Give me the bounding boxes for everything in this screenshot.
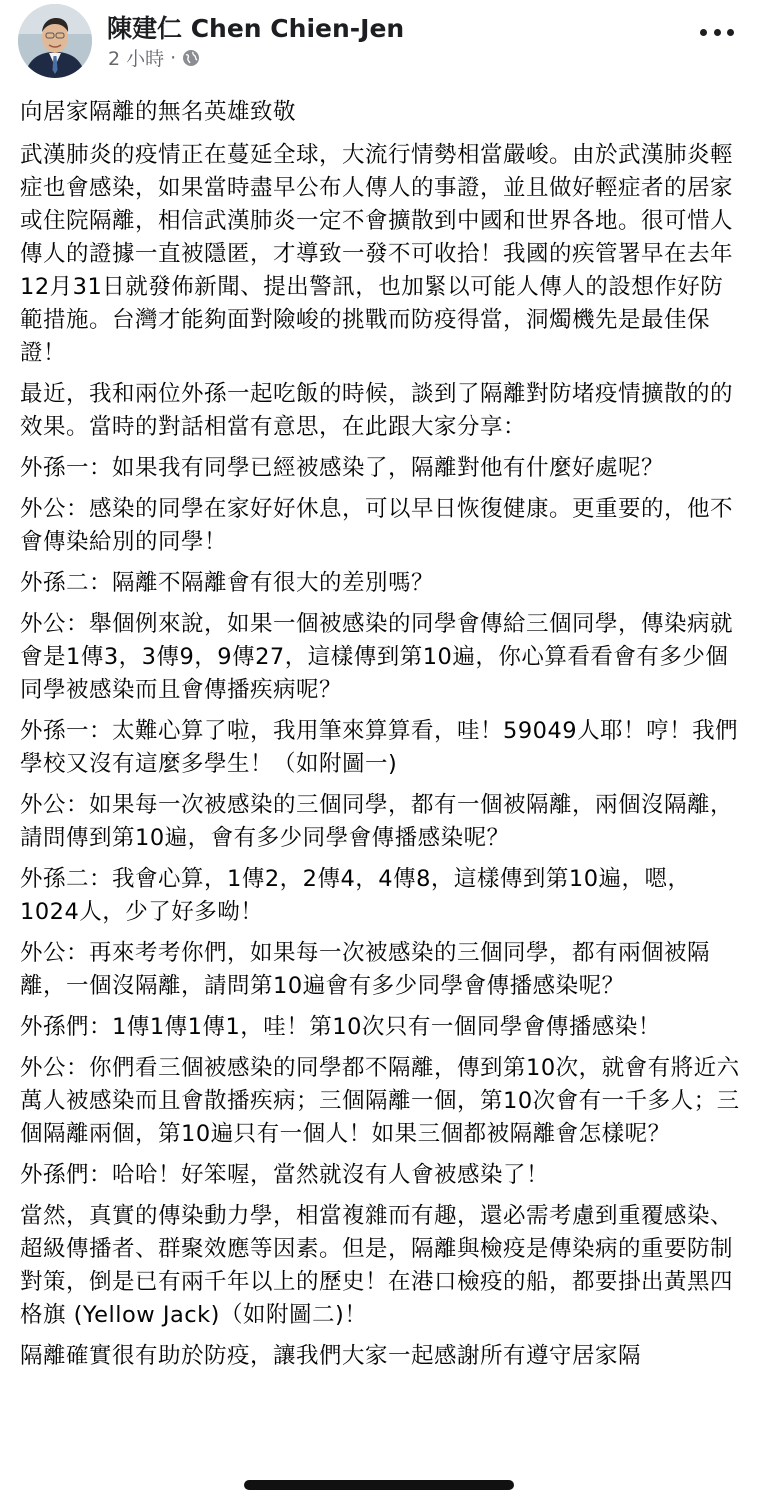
globe-icon (182, 49, 200, 67)
more-options-icon[interactable] (700, 22, 734, 42)
post-paragraph: 外孫一：太難心算了啦，我用筆來算算看，哇！59049人耶！哼！我們學校又沒有這麼多學生！（如附圖一) (20, 718, 739, 777)
post-header (0, 0, 758, 86)
home-indicator[interactable] (244, 1480, 514, 1490)
post-paragraph: 武漢肺炎的疫情正在蔓延全球，大流行情勢相當嚴峻。由於武漢肺炎輕症也會感染，如果當時盡早公布人傳人的事證，並且做好輕症者的居家或住院隔離，相信武漢肺炎一定不會擴散到中國和世界各地。很可惜人傳人的證據一直被隱匿，才導致一發不可收拾！我國的疾管署早在去年12月31日就發佈新聞、提出警訊，也加緊以可能人傳人的設想作好防範措施。台灣才能夠面對險峻的挑戰而防疫得當，洞燭機先是最佳保證！ (20, 142, 734, 366)
more-dot (727, 29, 734, 36)
post-meta (108, 44, 200, 71)
post-title: 向居家隔離的無名英雄致敬 (20, 99, 297, 125)
more-dot (700, 29, 707, 36)
post-paragraph: 外公：舉個例來說，如果一個被感染的同學會傳給三個同學，傳染病就會是1傳3，3傳9，9傳27，這樣傳到第10遍，你心算看看會有多少個同學被感染而且會傳播疾病呢？ (20, 611, 734, 703)
post-paragraph: 外公：再來考考你們，如果每一次被感染的三個同學，都有兩個被隔離，一個沒隔離，請問第10遍會有多少同學會傳播感染呢？ (20, 940, 711, 999)
meta-separator: · (170, 46, 177, 69)
post-paragraph: 外公：你們看三個被感染的同學都不隔離，傳到第10次，就會有將近六萬人被感染而且會散播疾病；三個隔離一個，第10次會有一千多人；三個隔離兩個，第10遍只有一個人！如果三個都被隔離會怎樣呢？ (20, 1055, 740, 1147)
post-paragraph: 外孫二：我會心算，1傳2，2傳4，4傳8，這樣傳到第10遍，嗯，1024人，少了好多呦！ (20, 866, 691, 925)
post-paragraph: 外孫們：1傳1傳1傳1，哇！第10次只有一個同學會傳播感染！ (20, 1014, 661, 1040)
author-name[interactable]: 陳建仁 Chen Chien-Jen (107, 14, 405, 43)
post-paragraph: 隔離確實很有助於防疫，讓我們大家一起感謝所有遵守居家隔 (20, 1343, 642, 1369)
post-paragraph: 外孫二：隔離不隔離會有很大的差別嗎？ (20, 570, 435, 596)
post-body (20, 96, 744, 1381)
post-paragraph: 最近，我和兩位外孫一起吃飯的時候，談到了隔離對防堵疫情擴散的的效果。當時的對話相當有意思，在此跟大家分享： (20, 381, 734, 440)
post-paragraph: 當然，真實的傳染動力學，相當複雜而有趣，還必需考慮到重覆感染、超級傳播者、群聚效應等因素。但是，隔離與檢疫是傳染病的重要防制對策，倒是已有兩千年以上的歷史！在港口檢疫的船，都要掛出黃黑四格旗 (Yellow Jack)（如附圖二)！ (20, 1203, 734, 1328)
post-paragraph: 外孫一：如果我有同學已經被感染了，隔離對他有什麼好處呢？ (20, 455, 665, 481)
more-dot (714, 29, 721, 36)
post-time[interactable]: 2 小時 (108, 48, 165, 70)
post-paragraph: 外公：感染的同學在家好好休息，可以早日恢復健康。更重要的，他不會傳染給別的同學！ (20, 496, 734, 555)
author-avatar[interactable] (18, 4, 92, 78)
post-paragraph: 外孫們：哈哈！好笨喔，當然就沒有人會被感染了！ (20, 1162, 550, 1188)
post-paragraph: 外公：如果每一次被感染的三個同學，都有一個被隔離，兩個沒隔離，請問傳到第10遍，會有多少同學會傳播感染呢？ (20, 792, 734, 851)
